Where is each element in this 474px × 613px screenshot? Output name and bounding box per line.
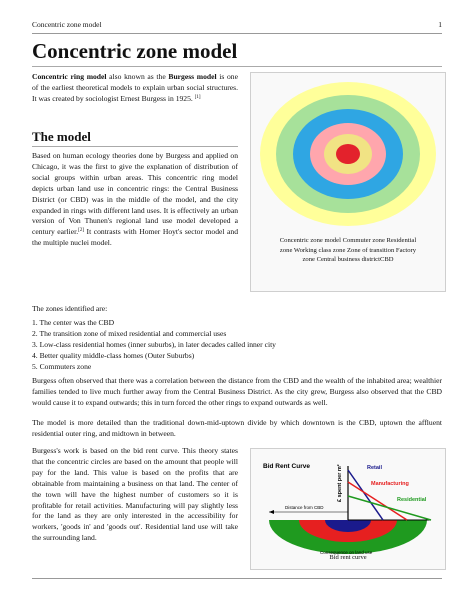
bid-rent-chart <box>255 452 441 556</box>
intro-paragraph: Concentric ring model also known as the Burgess model is one of the earliest theoretical models to explain urban social structures. It was created by sociologist Ernest Burgess in 1925. [1] <box>32 72 238 103</box>
y-axis-label: £ spent per m² <box>337 464 343 502</box>
header-title: Concentric zone model <box>32 20 102 29</box>
page-number: 1 <box>438 20 442 29</box>
section-heading: The model <box>32 129 91 144</box>
consequence-label: Consequence on land use <box>320 550 373 555</box>
zones-intro: The zones identified are: <box>32 304 108 313</box>
concentric-zone-figure <box>250 72 446 292</box>
retail-label: Retail <box>367 465 382 471</box>
header-divider <box>32 33 442 34</box>
list-item: 1. The center was the CBD <box>32 318 115 327</box>
list-item: 3. Low-class residential homes (inner suburbs), in later decades called inner city <box>32 339 276 349</box>
reference-link[interactable]: [1] <box>194 94 201 100</box>
residential-label: Residential <box>397 497 427 503</box>
list-item: 5. Commuters zone <box>32 361 92 371</box>
figure2-caption: Bid rent curve <box>329 554 367 561</box>
section-divider <box>32 146 238 147</box>
bid-rent-paragraph: Burgess's work is based on the bid rent curve. This theory states that the concentric circles are based on the amount that people will pay for the land. This value is based on the profits that are obtainable from maintaining a business on that land. The center of the town will have the highest number of customers so it is profitable for retail activities. Manufacturing will pay slightly less for the land as they are only interested in the accessibility for workers, 'goods in' and 'goods out'. Residential land use will take the surrounding land. <box>32 446 238 543</box>
retail-curve <box>348 470 383 520</box>
model-paragraph: Based on human ecology theories done by Burgess and applied on Chicago, it was the first to give the explanation of distribution of social groups within urban areas. This concentric ring model depicts urban land use in concentric rings: the Central Business District (or CBD) was in the middle of the model, and the city expanded in rings with different land uses. It is effectively an urban version of Von Thunen's regional land use model developed a century earlier.[2] It contrasts with Homer Hoyt's sector model and the multiple nuclei model. <box>32 151 238 248</box>
list-item: 4. Better quality middle-class homes (Outer Suburbs) <box>32 350 195 360</box>
bid-rent-figure <box>250 448 446 570</box>
chart-title: Bid Rent Curve <box>263 463 310 470</box>
page-header <box>32 20 442 32</box>
intro-bold-term-2: Burgess model <box>168 72 217 81</box>
figure-caption: Concentric zone model Commuter zone Residential zone Working class zone Zone of transition Factory zone Central business districtCBD <box>279 237 417 264</box>
intro-bold-term: Concentric ring model <box>32 72 107 81</box>
reference-link-2[interactable]: [2] <box>78 228 85 234</box>
list-item: 2. The transition zone of mixed residential and commercial uses <box>32 328 227 338</box>
detail-paragraph: The model is more detailed than the traditional down-mid-uptown divide by which downtown is the CBD, uptown the affluent residential outer ring, and midtown in between. <box>32 418 442 438</box>
arrow-head <box>269 510 274 514</box>
distance-label: Distance from CBD <box>285 505 324 510</box>
cbd-ring <box>336 144 360 164</box>
burgess-paragraph: Burgess often observed that there was a correlation between the distance from the CBD and the wealth of the inhabited area; wealthier families tended to live much further away from the Central Business District. As the city grew, Burgess also observed that the CBD would cause it to expand outwards; this in turn forced the other rings to expand outwards as well. <box>32 376 442 407</box>
article-title: Concentric zone model <box>32 39 238 63</box>
footer-divider <box>32 578 442 579</box>
manufacturing-label: Manufacturing <box>371 481 409 487</box>
concentric-rings-image <box>257 79 439 229</box>
title-divider <box>32 66 442 67</box>
zones-list <box>32 318 276 373</box>
